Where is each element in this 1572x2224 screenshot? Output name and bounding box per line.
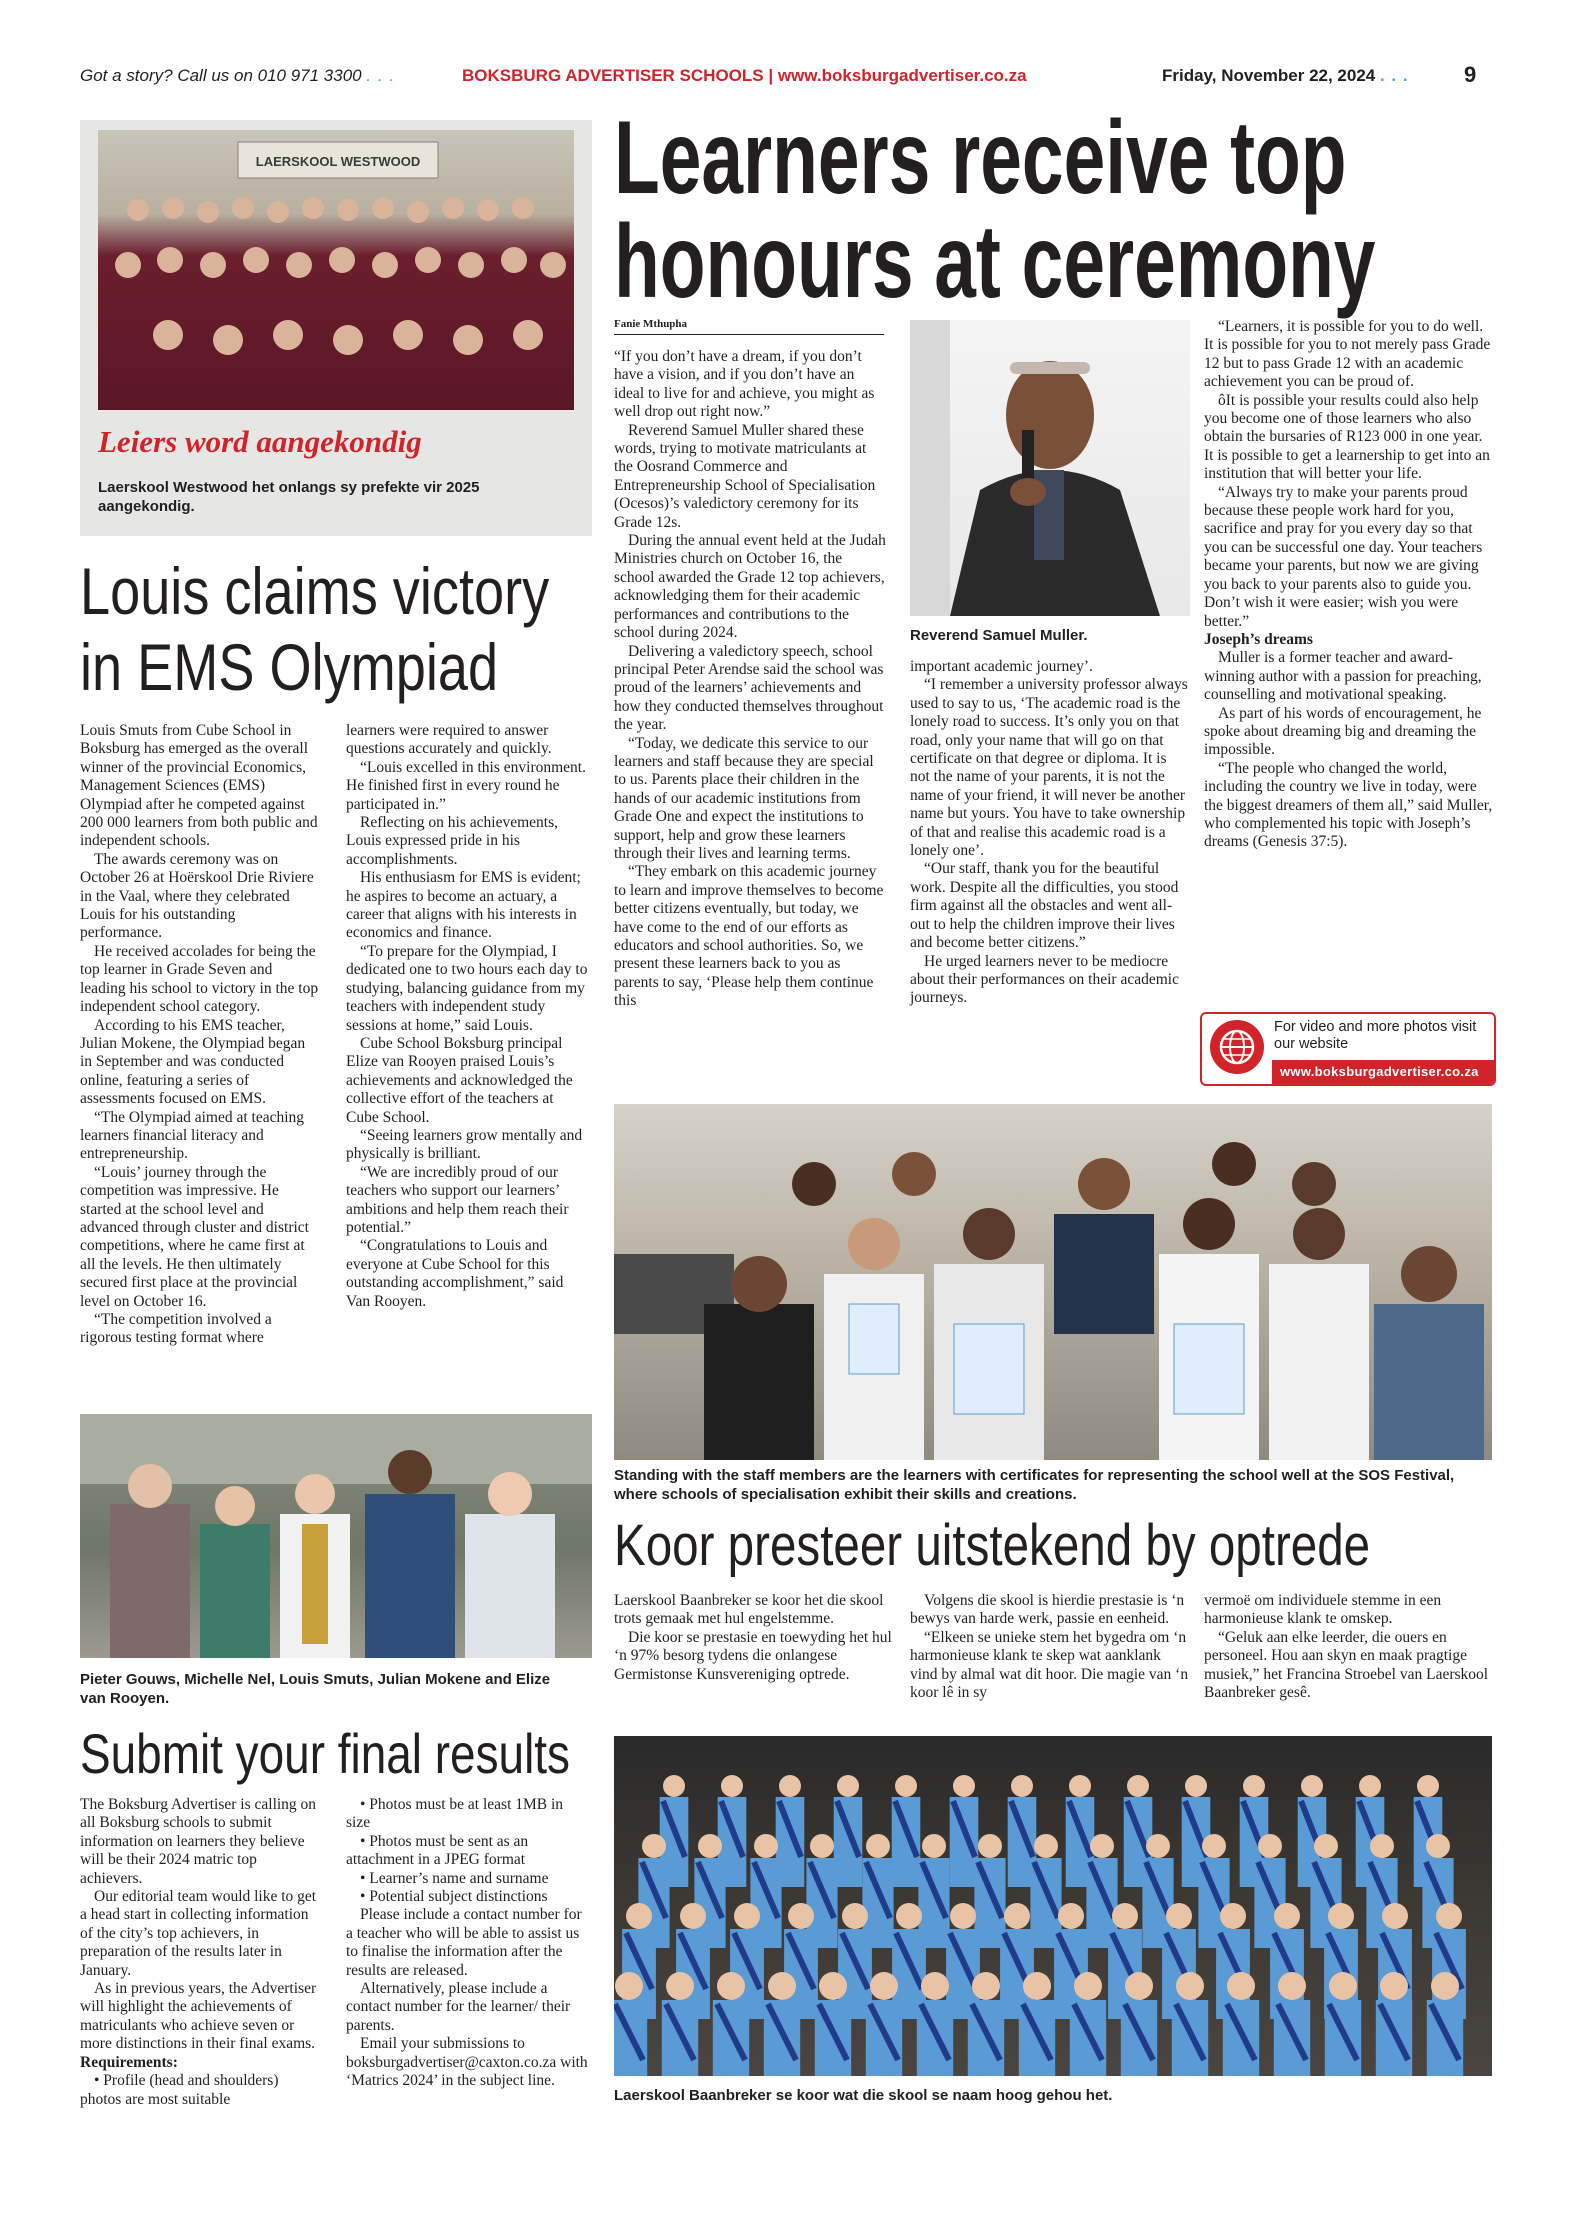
reverend-photo	[910, 320, 1190, 616]
choir-singer-head	[922, 1834, 946, 1858]
submit-col2-para: Alternatively, please include a contact number for the learner/ their parents.	[346, 1980, 571, 2034]
choir-singer-head	[1004, 1903, 1030, 1929]
choir-singer-head	[626, 1903, 652, 1929]
submit-col2-para: • Photos must be sent as an attachment in a JPEG format	[346, 1832, 529, 1869]
louis-photo-caption: Pieter Gouws, Michelle Nel, Louis Smuts, Julian Mokene and Elize van Rooyen.	[80, 1671, 551, 1707]
main-col2-para: important academic journey’.	[910, 658, 1093, 675]
choir-singer-head	[1125, 1972, 1153, 2000]
louis-col2-para: “Congratulations to Louis and everyone at Cube School for this outstanding accomplishment,” said Van Rooyen.	[346, 1237, 564, 1310]
koor-column-3	[1204, 1592, 1494, 1702]
louis-col1-para: Louis Smuts from Cube School in Boksburg has emerged as the overall winner of the provincial Economics, Management Sciences (EMS) Olympiad after he competed against 200 000 learners from both public and independent schools.	[80, 722, 318, 850]
story-hotline	[80, 66, 395, 86]
choir-singer-head	[978, 1834, 1002, 1858]
koor-col2-para: Volgens die skool is hierdie prestasie is ‘n bewys van harde werk, passie en eenheid.	[910, 1592, 1185, 1628]
submit-column-2	[346, 1796, 590, 2091]
main-column-3	[1204, 318, 1494, 852]
submit-col1-para: As in previous years, the Advertiser will highlight the achievements of matriculants who achieve seven or more distinctions in their final exams.	[80, 1980, 317, 2053]
louis-headline-line2: in EMS Olympiad	[80, 630, 499, 704]
main-col2-para: “I remember a university professor always used to say to us, ‘The academic road is the lonely road to success. It’s only you on that road, only your name that will go on that certificate on that degree or diploma. It is not the name of your parents, it is not the name of your friend, it will never be another name but yours. You have to take ownership of that and realise this academic road is a lonely one’.	[910, 676, 1188, 860]
choir-singer-head	[642, 1834, 666, 1858]
choir-singer-head	[788, 1903, 814, 1929]
choir-photo-art	[614, 1736, 1492, 2076]
prefects-photo-art	[98, 130, 574, 410]
submit-column-1	[80, 1796, 320, 2109]
choir-singer-head	[1220, 1903, 1246, 1929]
certificates-caption: Standing with the staff members are the learners with certificates for representing the school well at the SOS Festival, where schools of specialisation exhibit their skills and creations.	[614, 1467, 1455, 1503]
koor-col1-para: Laerskool Baanbreker se koor het die skool trots gemaak met hul engelstemme.	[614, 1592, 884, 1628]
choir-singer-head	[1146, 1834, 1170, 1858]
louis-column-2	[346, 722, 590, 1311]
choir-singer-head	[870, 1972, 898, 2000]
choir-singer-head	[950, 1903, 976, 1929]
top-header	[0, 0, 1572, 90]
choir-singer-head	[1382, 1903, 1408, 1929]
choir-singer-head	[1112, 1903, 1138, 1929]
school-sign-text: LAERSKOOL WESTWOOD	[255, 154, 421, 169]
submit-col1-bullet: • Profile (head and shoulders) photos are most suitable	[80, 2072, 279, 2108]
byline	[614, 318, 884, 335]
leiers-panel	[80, 120, 592, 536]
choir-singer-head	[1185, 1775, 1207, 1797]
reverend-caption: Reverend Samuel Muller.	[910, 627, 1088, 644]
submit-col2-para: • Photos must be at least 1MB in size	[346, 1796, 564, 1832]
louis-col2-para: “Seeing learners grow mentally and physically is brilliant.	[346, 1126, 583, 1163]
choir-singer-head	[1274, 1903, 1300, 1929]
submit-col2-para: • Learner’s name and surname	[360, 1869, 549, 1887]
choir-singer-head	[1090, 1834, 1114, 1858]
louis-col2-para: “Louis excelled in this environment. He finished first in every round he participated in.”	[346, 758, 586, 813]
story-hotline-text: Got a story? Call us on 010 971 3300	[80, 66, 362, 85]
choir-singer-head	[1176, 1972, 1204, 2000]
choir-singer-head	[1431, 1972, 1459, 2000]
louis-col2-para: learners were required to answer questions accurately and quickly.	[346, 722, 552, 758]
louis-col2-para: “To prepare for the Olympiad, I dedicated one to two hours each day to studying, balancing guidance from my teachers with independent study sessions at home,” said Louis.	[346, 942, 588, 1034]
choir-singer-head	[1202, 1834, 1226, 1858]
choir-singer-head	[663, 1775, 685, 1797]
choir-singer-head	[1436, 1903, 1462, 1929]
choir-singer-head	[1359, 1775, 1381, 1797]
header-dots-1: . . .	[366, 66, 395, 85]
page-number: 9	[1464, 62, 1477, 87]
reverend-photo-art	[910, 320, 1190, 616]
choir-singer-head	[698, 1834, 722, 1858]
choir-photo	[614, 1736, 1492, 2076]
submit-col1-para: The Boksburg Advertiser is calling on all Boksburg schools to submit information on learners they believe will be their 2024 matric top achievers.	[80, 1796, 317, 1887]
louis-group-photo	[80, 1414, 592, 1658]
choir-singer-head	[734, 1903, 760, 1929]
choir-singer-head	[1166, 1903, 1192, 1929]
koor-col2-para: “Elkeen se unieke stem het bygedra om ‘n harmonieuse klank te skep wat aanklank vind by almal wat dit hoor. Die magie van ‘n koor lê in sy	[910, 1628, 1189, 1702]
promo-url-bar[interactable]	[1272, 1060, 1494, 1084]
main-col3-para: “The people who changed the world, including the country we live in today, were the biggest dreamers of them all,” said Muller, who complemented his topic with Joseph’s dreams (Genesis 37:5).	[1204, 759, 1493, 851]
main-col3-para: “Learners, it is possible for you to do well. It is possible for you to not merely pass Grade 12 but to pass Grade 12 with an academic achievement you can be proud of.	[1204, 318, 1491, 391]
koor-column-2	[910, 1592, 1190, 1702]
issue-date-text: Friday, November 22, 2024	[1162, 66, 1376, 85]
promo-text: For video and more photos visit our website	[1274, 1019, 1477, 1052]
koor-col3-para: vermoë om individuele stemme in een harmonieuse klank te omskep.	[1204, 1592, 1442, 1628]
louis-col1-para: He received accolades for being the top learner in Grade Seven and leading his school to victory in the top independent school category.	[80, 942, 319, 1016]
subhead-josephs-dreams: Joseph’s dreams	[1204, 630, 1313, 648]
choir-singer-head	[1058, 1903, 1084, 1929]
leiers-caption: Laerskool Westwood het onlangs sy prefekte vir 2025 aangekondig.	[98, 479, 480, 515]
koor-headline: Koor presteer uitstekend by optrede	[614, 1513, 1371, 1578]
main-col1-para: During the annual event held at the Judah Ministries church on October 16, the school awarded the Grade 12 top achievers, acknowledging them for their academic performances and contributions to the school during 2024.	[614, 532, 886, 642]
main-headline-line1: Learners receive top	[614, 100, 1347, 216]
louis-col1-para: The awards ceremony was on October 26 at Hoërskool Drie Riviere in the Vaal, where they celebrated Louis for his outstanding performance.	[80, 850, 314, 942]
choir-singer-head	[810, 1834, 834, 1858]
submit-headline: Submit your final results	[80, 1722, 571, 1785]
choir-singer-head	[666, 1972, 694, 2000]
submit-col2-para: Please include a contact number for a teacher who will be able to assist us to finalise the information after the results are released.	[346, 1906, 582, 1979]
main-column-1	[614, 348, 886, 1011]
koor-column-1	[614, 1592, 894, 1684]
submit-col1-para: Our editorial team would like to get a head start in collecting information of the city’s top achievers, in preparation of the results later in January.	[80, 1888, 317, 1979]
choir-singer-head	[1069, 1775, 1091, 1797]
choir-singer-head	[680, 1903, 706, 1929]
choir-singer-head	[1328, 1903, 1354, 1929]
choir-singer-head	[1329, 1972, 1357, 2000]
louis-col2-para: “We are incredibly proud of our teachers who support our learners’ ambitions and help them reach their potential.”	[346, 1163, 569, 1236]
choir-singer-head	[1011, 1775, 1033, 1797]
louis-col1-para: According to his EMS teacher, Julian Mokene, the Olympiad began in September and was conducted online, featuring a series of assessments focused on EMS.	[80, 1016, 306, 1108]
main-col1-para: “They embark on this academic journey to learn and improve themselves to become better citizens eventually, but today, we have come to the end of our efforts as educators and school authorities. So, we present these learners back to you as parents to say, ‘Please help them continue this	[614, 863, 884, 1010]
choir-singer-head	[819, 1972, 847, 2000]
choir-singer-head	[1034, 1834, 1058, 1858]
choir-singer-head	[1023, 1972, 1051, 2000]
promo-url[interactable]: www.boksburgadvertiser.co.za	[1280, 1064, 1479, 1079]
globe-icon	[1210, 1020, 1264, 1074]
main-col3-para: As part of his words of encouragement, he spoke about dreaming big and dreaming the impossible.	[1204, 704, 1482, 759]
section-title: BOKSBURG ADVERTISER SCHOOLS | www.boksburgadvertiser.co.za	[462, 66, 1027, 85]
main-col1-para: “If you don’t have a dream, if you don’t have a vision, and if you don’t have an ideal to live for and achieve, you might as well drop out right now.”	[614, 348, 875, 421]
louis-headline-line1: Louis claims victory	[80, 554, 550, 628]
louis-col1-para: “Louis’ journey through the competition was impressive. He started at the school level and advanced through cluster and district competitions, where he came first at all the levels. He then ultimately secured first place at the provincial level on October 16.	[80, 1163, 309, 1310]
louis-col2-para: Reflecting on his achievements, Louis expressed pride in his accomplishments.	[346, 814, 558, 868]
main-col1-para: “Today, we dedicate this service to our learners and staff because they are special to us. Parents place their children in the hands of our academic institutions from Grade One and expect the institutions to support, help and grow these learners through their lives and learning terms.	[614, 734, 874, 862]
choir-singer-head	[953, 1775, 975, 1797]
choir-singer-head	[866, 1834, 890, 1858]
choir-singer-head	[1380, 1972, 1408, 2000]
globe-icon-svg	[1210, 1020, 1264, 1074]
website-promo-box[interactable]	[1200, 1012, 1496, 1086]
main-col1-para: Reverend Samuel Muller shared these words, trying to motivate matriculants at the Oosrand Commerce and Entrepreneurship School of Specialisation (Ocesos)’s valedictory ceremony for its Grade 12s.	[614, 421, 876, 531]
choir-singer-head	[1417, 1775, 1439, 1797]
main-col3-para: “Always try to make your parents proud because these people work hard for you, sacrifice and pray for you every day so that you can be successful one day. Your teachers became your parents, but now we are giving you back to your parents also to guide you. Don’t wish it were easier; wish you were better.”	[1204, 483, 1483, 630]
choir-singer-head	[717, 1972, 745, 2000]
choir-singer-head	[972, 1972, 1000, 2000]
choir-singer-head	[896, 1903, 922, 1929]
main-headline-line2: honours at ceremony	[614, 204, 1376, 320]
choir-singer-head	[1258, 1834, 1282, 1858]
choir-singer-head	[1074, 1972, 1102, 2000]
main-col3-para: Muller is a former teacher and award-winning author with a passion for preaching, counselling and motivational speaking.	[1204, 649, 1482, 704]
choir-singer-head	[1426, 1834, 1450, 1858]
submit-col2-para: • Potential subject distinctions	[360, 1888, 548, 1906]
choir-singer-head	[895, 1775, 917, 1797]
louis-col1-para: “The competition involved a rigorous testing format where	[80, 1311, 272, 1347]
header-dots-2: . . .	[1379, 66, 1409, 85]
choir-singer-head	[1243, 1775, 1265, 1797]
choir-singer-head	[1227, 1972, 1255, 2000]
main-col2-para: “Our staff, thank you for the beautiful work. Despite all the difficulties, you stood firm against all the obstacles and went all-out to help the children improve their lives and become better citizens.”	[910, 860, 1179, 952]
certificates-group-photo-art	[614, 1104, 1492, 1460]
submit-col2-para: Email your submissions to boksburgadvertiser@caxton.co.za with ‘Matrics 2024’ in the subject line.	[346, 2035, 588, 2090]
louis-group-photo-art	[80, 1414, 592, 1658]
choir-singer-head	[1278, 1972, 1306, 2000]
main-col2-para: He urged learners never to be mediocre about their performances on their academic journeys.	[910, 952, 1179, 1007]
certificates-group-photo	[614, 1104, 1492, 1460]
choir-singer-head	[615, 1972, 643, 2000]
choir-singer-head	[1127, 1775, 1149, 1797]
choir-singer-head	[779, 1775, 801, 1797]
choir-caption: Laerskool Baanbreker se koor wat die skool se naam hoog gehou het.	[614, 2087, 1113, 2104]
louis-column-1	[80, 722, 320, 1348]
choir-singer-head	[721, 1775, 743, 1797]
choir-singer-head	[1314, 1834, 1338, 1858]
koor-col3-para: “Geluk aan elke leerder, die ouers en personeel. Hou aan skyn en maak pragtige musiek,” het Francina Stroebel van Laerskool Baanbreker gesê.	[1204, 1628, 1489, 1702]
choir-singer-head	[921, 1972, 949, 2000]
choir-singer-head	[1370, 1834, 1394, 1858]
main-col3-para: ôIt is possible your results could also help you become one of those learners who also obtain the bursaries of R123 000 in one year. It is possible to get a learnership to get into an institution that will better your life.	[1204, 391, 1490, 483]
koor-col1-para: Die koor se prestasie en toewyding het hul ‘n 97% besorg tydens die onlangese Germistonse Kunsvereniging optrede.	[614, 1628, 892, 1683]
louis-col2-para: Cube School Boksburg principal Elize van Rooyen praised Louis’s achievements and acknowledged the collective effort of the teachers at Cube School.	[346, 1034, 573, 1126]
louis-col1-para: “The Olympiad aimed at teaching learners financial literacy and entrepreneurship.	[80, 1108, 305, 1163]
requirements-label: Requirements:	[80, 2053, 178, 2071]
choir-singer-head	[837, 1775, 859, 1797]
choir-singer-head	[768, 1972, 796, 2000]
choir-singer-head	[1301, 1775, 1323, 1797]
issue-date	[1162, 66, 1409, 86]
louis-col2-para: His enthusiasm for EMS is evident; he aspires to become an actuary, a career that aligns with his interests in economics and finance.	[346, 869, 581, 942]
choir-singer-head	[842, 1903, 868, 1929]
prefects-photo	[98, 130, 574, 410]
main-column-2	[910, 658, 1190, 1008]
main-col1-para: Delivering a valedictory speech, school principal Peter Arendse said the school was proud of the learners’ achievements and how they conducted themselves throughout the year.	[614, 642, 884, 734]
leiers-title: Leiers word aangekondig	[98, 424, 422, 459]
choir-singer-head	[754, 1834, 778, 1858]
byline-text: Fanie Mthupha	[614, 318, 688, 330]
